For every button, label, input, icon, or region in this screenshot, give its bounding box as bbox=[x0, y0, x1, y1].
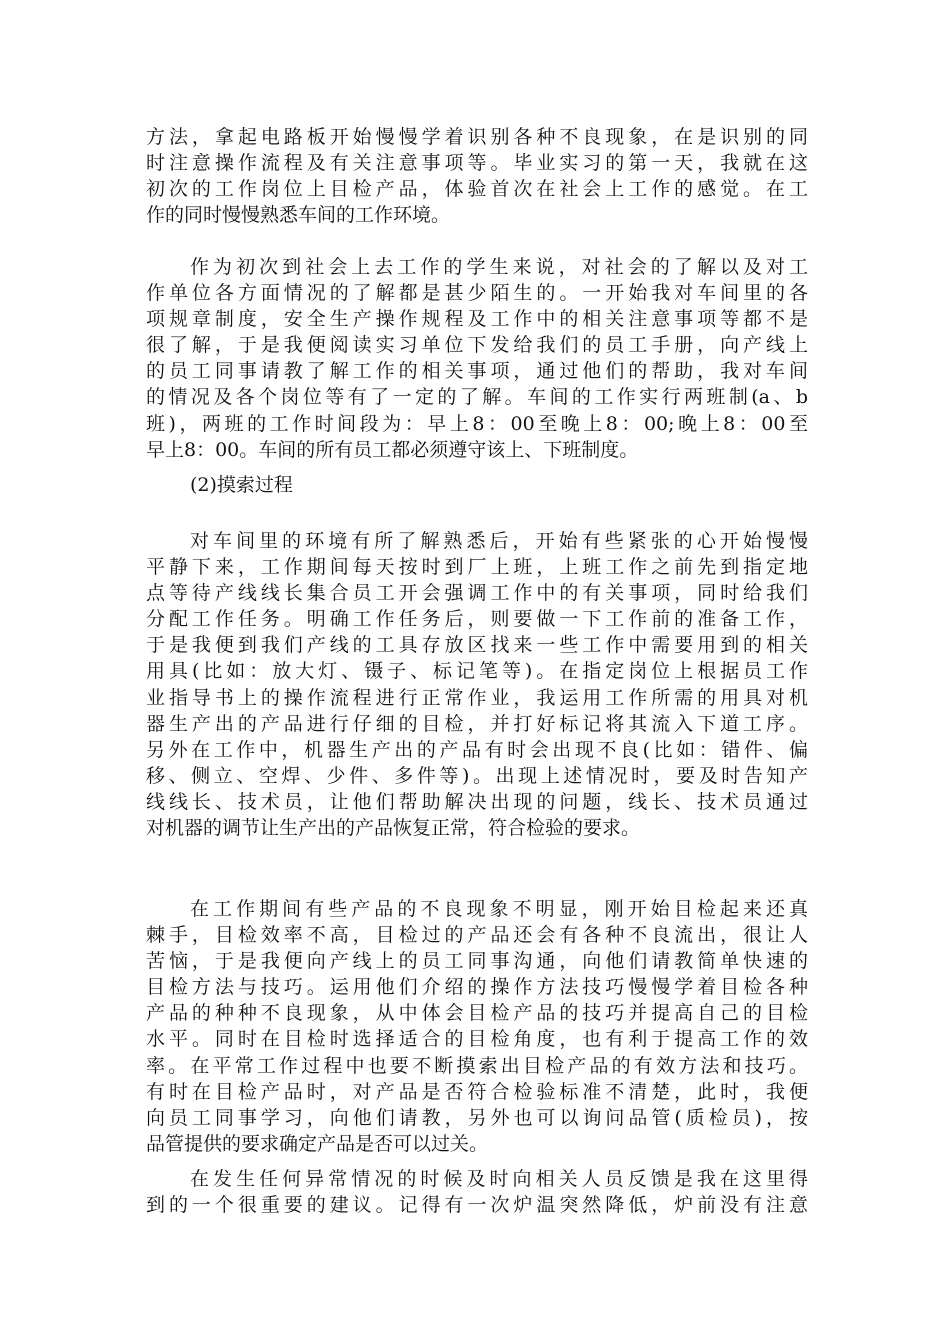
paragraph-line: 向员工同事学习，向他们请教，另外也可以询问品管(质检员)，按 bbox=[146, 1106, 808, 1129]
paragraph-4 bbox=[146, 896, 808, 1157]
paragraph-line: 早上8：00。车间的所有员工都必须遵守该上、下班制度。 bbox=[146, 438, 639, 461]
paragraph-line: 到的一个很重要的建议。记得有一次炉温突然降低，炉前没有注意 bbox=[146, 1194, 808, 1217]
paragraph-line: 的情况及各个岗位等有了一定的了解。车间的工作实行两班制(a、b bbox=[146, 386, 808, 409]
paragraph-line: 水平。同时在目检时选择适合的目检角度，也有利于提高工作的效 bbox=[146, 1028, 808, 1051]
paragraph-2 bbox=[146, 254, 808, 463]
paragraph-line: 点等待产线线长集合员工开会强调工作中的有关事项，同时给我们 bbox=[146, 582, 808, 605]
paragraph-line: 移、侧立、空焊、少件、多件等)。出现上述情况时，要及时告知产 bbox=[146, 764, 808, 787]
paragraph-line: 分配工作任务。明确工作任务后，则要做一下工作前的准备工作， bbox=[146, 608, 808, 631]
paragraph-line: 用具(比如：放大灯、镊子、标记笔等)。在指定岗位上根据员工作 bbox=[146, 660, 808, 683]
paragraph-line: 品管提供的要求确定产品是否可以过关。 bbox=[146, 1132, 489, 1155]
paragraph-line: 作单位各方面情况的了解都是甚少陌生的。一开始我对车间里的各 bbox=[146, 282, 808, 305]
paragraph-line: 器生产出的产品进行仔细的目检，并打好标记将其流入下道工序。 bbox=[146, 712, 808, 735]
paragraph-line: 对机器的调节让生产出的产品恢复正常，符合检验的要求。 bbox=[146, 817, 641, 840]
paragraph-1 bbox=[146, 124, 808, 228]
paragraph-line: 在发生任何异常情况的时候及时向相关人员反馈是我在这里得 bbox=[190, 1168, 808, 1190]
paragraph-line: 对车间里的环境有所了解熟悉后，开始有些紧张的心开始慢慢 bbox=[190, 530, 808, 552]
paragraph-5 bbox=[146, 1166, 808, 1218]
paragraph-line: 产品的种种不良现象，从中体会目检产品的技巧并提高自己的目检 bbox=[146, 1002, 808, 1025]
paragraph-line: 方法，拿起电路板开始慢慢学着识别各种不良现象，在是识别的同 bbox=[146, 126, 808, 148]
paragraph-line: 于是我便到我们产线的工具存放区找来一些工作中需要用到的相关 bbox=[146, 634, 808, 657]
paragraph-line: 业指导书上的操作流程进行正常作业，我运用工作所需的用具对机 bbox=[146, 686, 808, 709]
paragraph-line: 线线长、技术员，让他们帮助解决出现的问题，线长、技术员通过 bbox=[146, 790, 808, 813]
document-page bbox=[146, 0, 808, 1344]
paragraph-line: 苦恼，于是我便向产线上的员工同事沟通，向他们请教简单快速的 bbox=[146, 950, 808, 973]
paragraph-line: 有时在目检产品时，对产品是否符合检验标准不清楚，此时，我便 bbox=[146, 1080, 808, 1103]
paragraph-3 bbox=[146, 528, 808, 841]
paragraph-line: 率。在平常工作过程中也要不断摸索出目检产品的有效方法和技巧。 bbox=[146, 1054, 808, 1077]
paragraph-line: 初次的工作岗位上目检产品，体验首次在社会上工作的感觉。在工 bbox=[146, 178, 808, 201]
paragraph-line: 的员工同事请教了解工作的相关事项，通过他们的帮助，我对车间 bbox=[146, 360, 808, 383]
paragraph-line: 另外在工作中，机器生产出的产品有时会出现不良(比如：错件、偏 bbox=[146, 738, 808, 761]
paragraph-line: 在工作期间有些产品的不良现象不明显，刚开始目检起来还真 bbox=[190, 898, 808, 920]
paragraph-line: 作为初次到社会上去工作的学生来说，对社会的了解以及对工 bbox=[190, 256, 808, 278]
paragraph-line: 平静下来，工作期间每天按时到厂上班，上班工作之前先到指定地 bbox=[146, 556, 808, 579]
paragraph-line: 时注意操作流程及有关注意事项等。毕业实习的第一天，我就在这 bbox=[146, 152, 808, 175]
paragraph-line: 很了解，于是我便阅读实习单位下发给我们的员工手册，向产线上 bbox=[146, 334, 808, 357]
paragraph-line: 作的同时慢慢熟悉车间的工作环境。 bbox=[146, 204, 451, 227]
paragraph-line: 项规章制度，安全生产操作规程及工作中的相关注意事项等都不是 bbox=[146, 308, 808, 331]
section-heading: (2)摸索过程 bbox=[190, 474, 293, 496]
paragraph-line: 棘手，目检效率不高，目检过的产品还会有各种不良流出，很让人 bbox=[146, 924, 808, 947]
paragraph-line: 班)，两班的工作时间段为：早上8：00至晚上8：00;晚上8：00至 bbox=[146, 412, 808, 435]
paragraph-line: 目检方法与技巧。运用他们介绍的操作方法技巧慢慢学着目检各种 bbox=[146, 976, 808, 999]
